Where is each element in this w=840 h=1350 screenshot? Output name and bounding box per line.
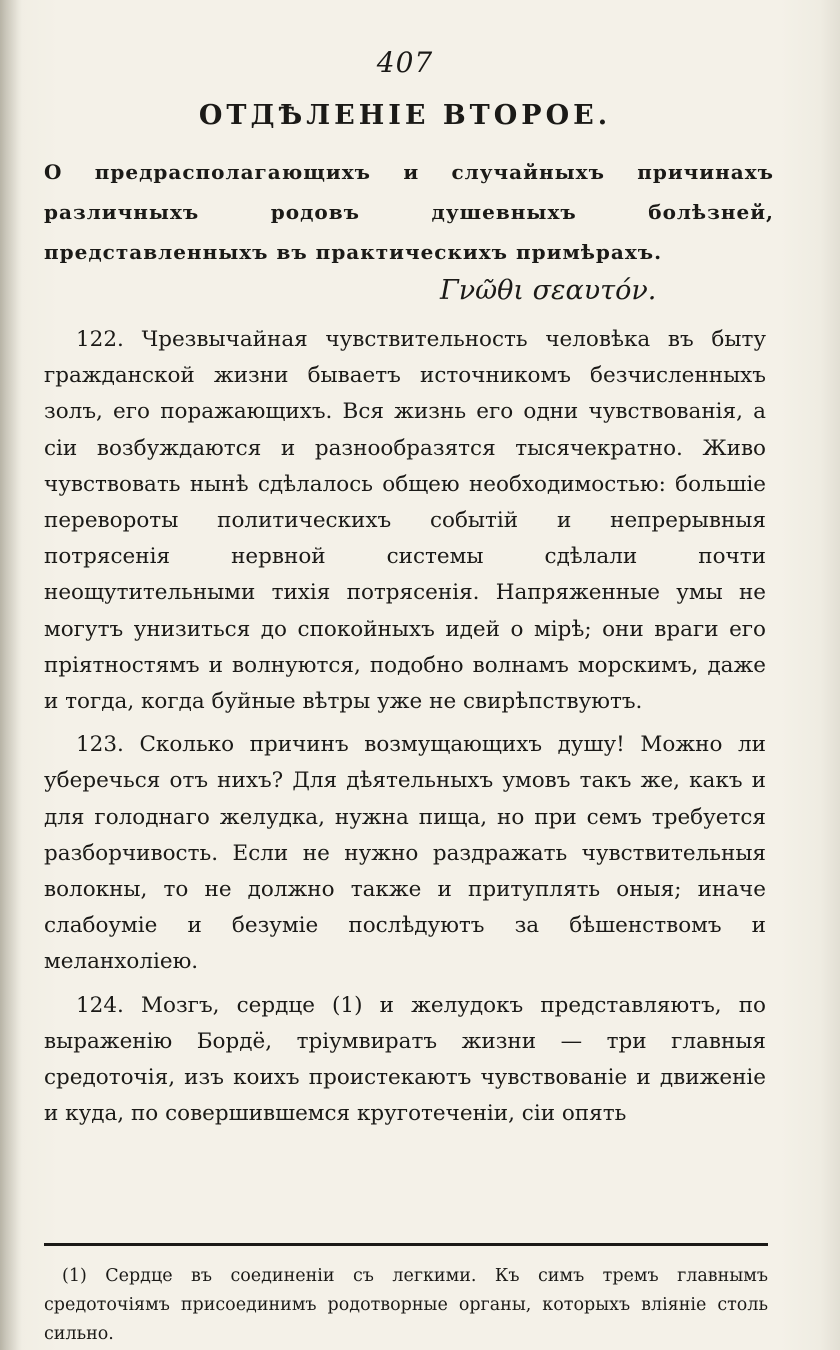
- footnote: (1) Сердце въ соединеніи съ легкими. Къ симъ тремъ главнымъ средоточіямъ присоединимъ родотворные органы, которыхъ вліяніе столь сильно.: [44, 1266, 768, 1344]
- footnote-divider: [44, 1243, 768, 1246]
- paragraph-122: 122. Чрезвычайная чувствительность человѣка въ быту гражданской жизни бываетъ источникомъ безчисленныхъ золъ, его поражающихъ. Вся жизнь его одни чувствованія, а сіи возбуждаются и разнообразятся тысячекратно. Живо чувствовать нынѣ сдѣлалось общею необходимостью: большіе перевороты политическихъ событій и непрерывныя потрясенія нервной системы сдѣлали почти неощутительными тихія потрясенія. Напряженные умы не могутъ унизиться до спокойныхъ идей о мірѣ; они враги его пріятностямъ и волнуются, подобно волнамъ морскимъ, даже и тогда, когда буйные вѣтры уже не свирѣпствуютъ.: [44, 327, 766, 715]
- section-title: ОТДѢЛЕНІЕ ВТОРОЕ.: [198, 100, 612, 131]
- section-subtitle: О предрасполагающихъ и случайныхъ причинахъ различныхъ родовъ душевныхъ болѣзней, представленныхъ въ практическихъ примѣрахъ.: [44, 160, 774, 264]
- epigraph: Γνῶθι σεαυτόν.: [440, 275, 657, 306]
- paragraph-124: 124. Мозгъ, сердце (1) и желудокъ представляютъ, по выраженію Бордё, тріумвиратъ жизни — три главныя средоточія, изъ коихъ проистекаютъ чувствованіе и движеніе и куда, по совершившемся круготеченіи, сіи опять: [44, 992, 766, 1127]
- body-text: [44, 322, 766, 1139]
- paragraph-123: 123. Сколько причинъ возмущающихъ душу! Можно ли уберечься отъ нихъ? Для дѣятельныхъ умовъ такъ же, какъ и для голоднаго желудка, нужна пища, но при семъ требуется разборчивость. Если не нужно раздражать чувствительныя волокны, то не должно также и притуплять оныя; иначе слабоуміе и безуміе послѣдуютъ за бѣшенствомъ и меланхоліею.: [44, 732, 766, 975]
- binding-shadow: [0, 0, 22, 1350]
- page-number: 407: [376, 46, 434, 79]
